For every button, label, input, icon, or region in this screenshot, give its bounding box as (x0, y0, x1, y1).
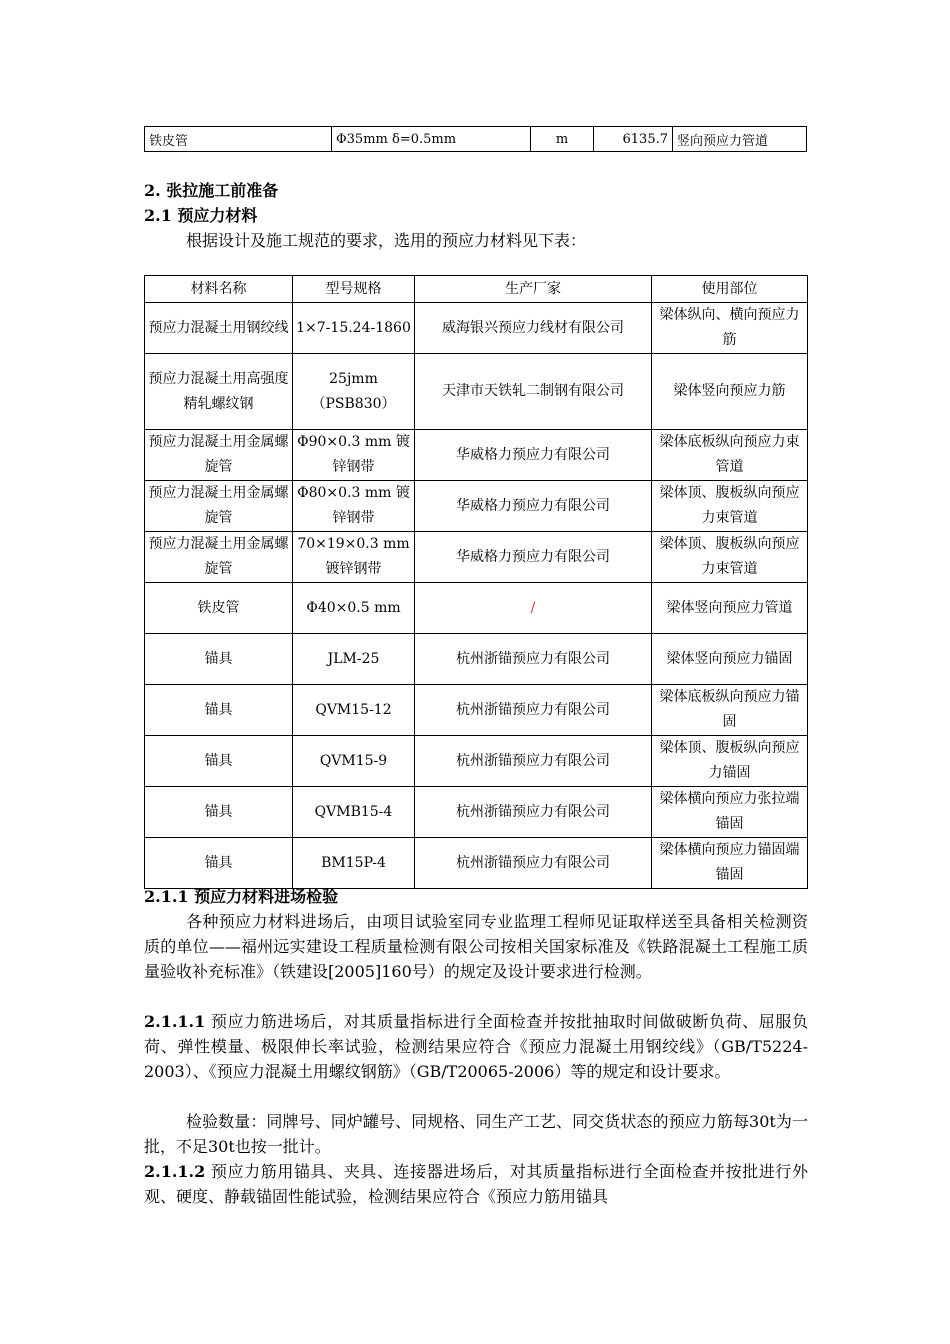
clause-number: 2.1.1.1 (144, 1012, 206, 1031)
table-row (145, 634, 808, 685)
maker-cell: 华威格力预应力有限公司 (415, 481, 652, 532)
table-row (145, 481, 808, 532)
usage-cell: 梁体横向预应力张拉端锚固 (652, 787, 808, 838)
spec-cell: QVM15-9 (293, 736, 415, 787)
material-name-cell: 铁皮管 (145, 583, 293, 634)
materials-table (144, 275, 808, 889)
usage-cell: 梁体竖向预应力锚固 (652, 634, 808, 685)
inspection-paragraph: 各种预应力材料进场后，由项目试验室同专业监理工程师见证取样送至具备相关检测资质的单位——福州远实建设工程质量检测有限公司按相关国家标准及《铁路混凝土工程施工质量验收补充标准》（铁建设[2005]160号）的规定及设计要求进行检测。 (144, 912, 808, 981)
material-name-cell: 锚具 (145, 685, 293, 736)
maker-cell: 杭州浙锚预应力有限公司 (415, 634, 652, 685)
quantity-cell: 6135.7 (594, 127, 673, 152)
material-name-cell: 锚具 (145, 838, 293, 889)
spec-cell: Φ40×0.5 mm (293, 583, 415, 634)
maker-cell: 华威格力预应力有限公司 (415, 532, 652, 583)
header-material-name: 材料名称 (145, 276, 293, 303)
material-name-cell: 预应力混凝土用金属螺旋管 (145, 481, 293, 532)
material-name-cell: 预应力混凝土用金属螺旋管 (145, 430, 293, 481)
header-usage: 使用部位 (652, 276, 808, 303)
header-maker: 生产厂家 (415, 276, 652, 303)
maker-cell: 杭州浙锚预应力有限公司 (415, 685, 652, 736)
maker-cell: 杭州浙锚预应力有限公司 (415, 736, 652, 787)
header-spec: 型号规格 (293, 276, 415, 303)
usage-cell: 梁体底板纵向预应力束管道 (652, 430, 808, 481)
section-2-heading: 2. 张拉施工前准备 (144, 181, 279, 200)
maker-cell: 杭州浙锚预应力有限公司 (415, 787, 652, 838)
table-header-row (145, 276, 808, 303)
clause-number: 2.1.1.2 (144, 1162, 206, 1181)
spec-cell: 70×19×0.3 mm 镀锌钢带 (293, 532, 415, 583)
table-row (145, 303, 808, 354)
spec-cell: QVM15-12 (293, 685, 415, 736)
maker-cell: / (415, 583, 652, 634)
table-row (145, 354, 808, 430)
inspection-quantity-paragraph: 检验数量：同牌号、同炉罐号、同规格、同生产工艺、同交货状态的预应力筋每30t为一批，不足30t也按一批计。 (144, 1112, 808, 1156)
spec-cell: Φ35mm δ=0.5mm (332, 127, 531, 152)
maker-cell: 华威格力预应力有限公司 (415, 430, 652, 481)
material-name-cell: 锚具 (145, 736, 293, 787)
top-table (144, 126, 807, 152)
tendon-inspection-paragraph (144, 1009, 808, 1084)
usage-cell: 梁体顶、腹板纵向预应力束管道 (652, 532, 808, 583)
maker-cell: 天津市天铁轧二制钢有限公司 (415, 354, 652, 430)
section-2-1-heading: 2.1 预应力材料 (144, 206, 258, 225)
usage-cell: 梁体纵向、横向预应力筋 (652, 303, 808, 354)
material-name-cell: 预应力混凝土用金属螺旋管 (145, 532, 293, 583)
section-2-1-1-heading: 2.1.1 预应力材料进场检验 (144, 887, 339, 906)
material-name-cell: 预应力混凝土用钢绞线 (145, 303, 293, 354)
usage-cell: 梁体底板纵向预应力锚固 (652, 685, 808, 736)
usage-cell: 梁体竖向预应力筋 (652, 354, 808, 430)
usage-cell: 梁体顶、腹板纵向预应力锚固 (652, 736, 808, 787)
table-row (145, 787, 808, 838)
table-row (145, 838, 808, 889)
anchor-inspection-paragraph (144, 1159, 808, 1209)
spec-cell: QVMB15-4 (293, 787, 415, 838)
clause-text: 预应力筋用锚具、夹具、连接器进场后，对其质量指标进行全面检查并按批进行外观、硬度、静载锚固性能试验，检测结果应符合《预应力筋用锚具 (144, 1162, 808, 1206)
spec-cell: BM15P-4 (293, 838, 415, 889)
spec-cell: JLM-25 (293, 634, 415, 685)
material-name-cell: 铁皮管 (145, 127, 332, 152)
spec-cell: Φ80×0.3 mm 镀锌钢带 (293, 481, 415, 532)
usage-cell: 梁体顶、腹板纵向预应力束管道 (652, 481, 808, 532)
unit-cell: m (531, 127, 594, 152)
maker-cell: 杭州浙锚预应力有限公司 (415, 838, 652, 889)
spec-cell: 1×7-15.24-1860 (293, 303, 415, 354)
material-name-cell: 锚具 (145, 634, 293, 685)
usage-cell: 梁体横向预应力锚固端锚固 (652, 838, 808, 889)
clause-text: 预应力筋进场后，对其质量指标进行全面检查并按批抽取时间做破断负荷、屈服负荷、弹性模量、极限伸长率试验，检测结果应符合《预应力混凝土用钢绞线》（GB/T5224-2003）、《预应力混凝土用螺纹钢筋》（GB/T20065-2006）等的规定和设计要求。 (144, 1012, 808, 1081)
table-row (145, 583, 808, 634)
spec-cell: Φ90×0.3 mm 镀锌钢带 (293, 430, 415, 481)
material-name-cell: 预应力混凝土用高强度精轧螺纹钢 (145, 354, 293, 430)
material-name-cell: 锚具 (145, 787, 293, 838)
table-row (145, 430, 808, 481)
usage-cell: 竖向预应力管道 (673, 127, 807, 152)
spec-cell: 25jmm（PSB830） (293, 354, 415, 430)
table-row (145, 736, 808, 787)
table-row (145, 532, 808, 583)
intro-paragraph: 根据设计及施工规范的要求，选用的预应力材料见下表： (186, 231, 587, 250)
usage-cell: 梁体竖向预应力管道 (652, 583, 808, 634)
table-row (145, 685, 808, 736)
maker-cell: 威海银兴预应力线材有限公司 (415, 303, 652, 354)
table-row (145, 127, 807, 152)
